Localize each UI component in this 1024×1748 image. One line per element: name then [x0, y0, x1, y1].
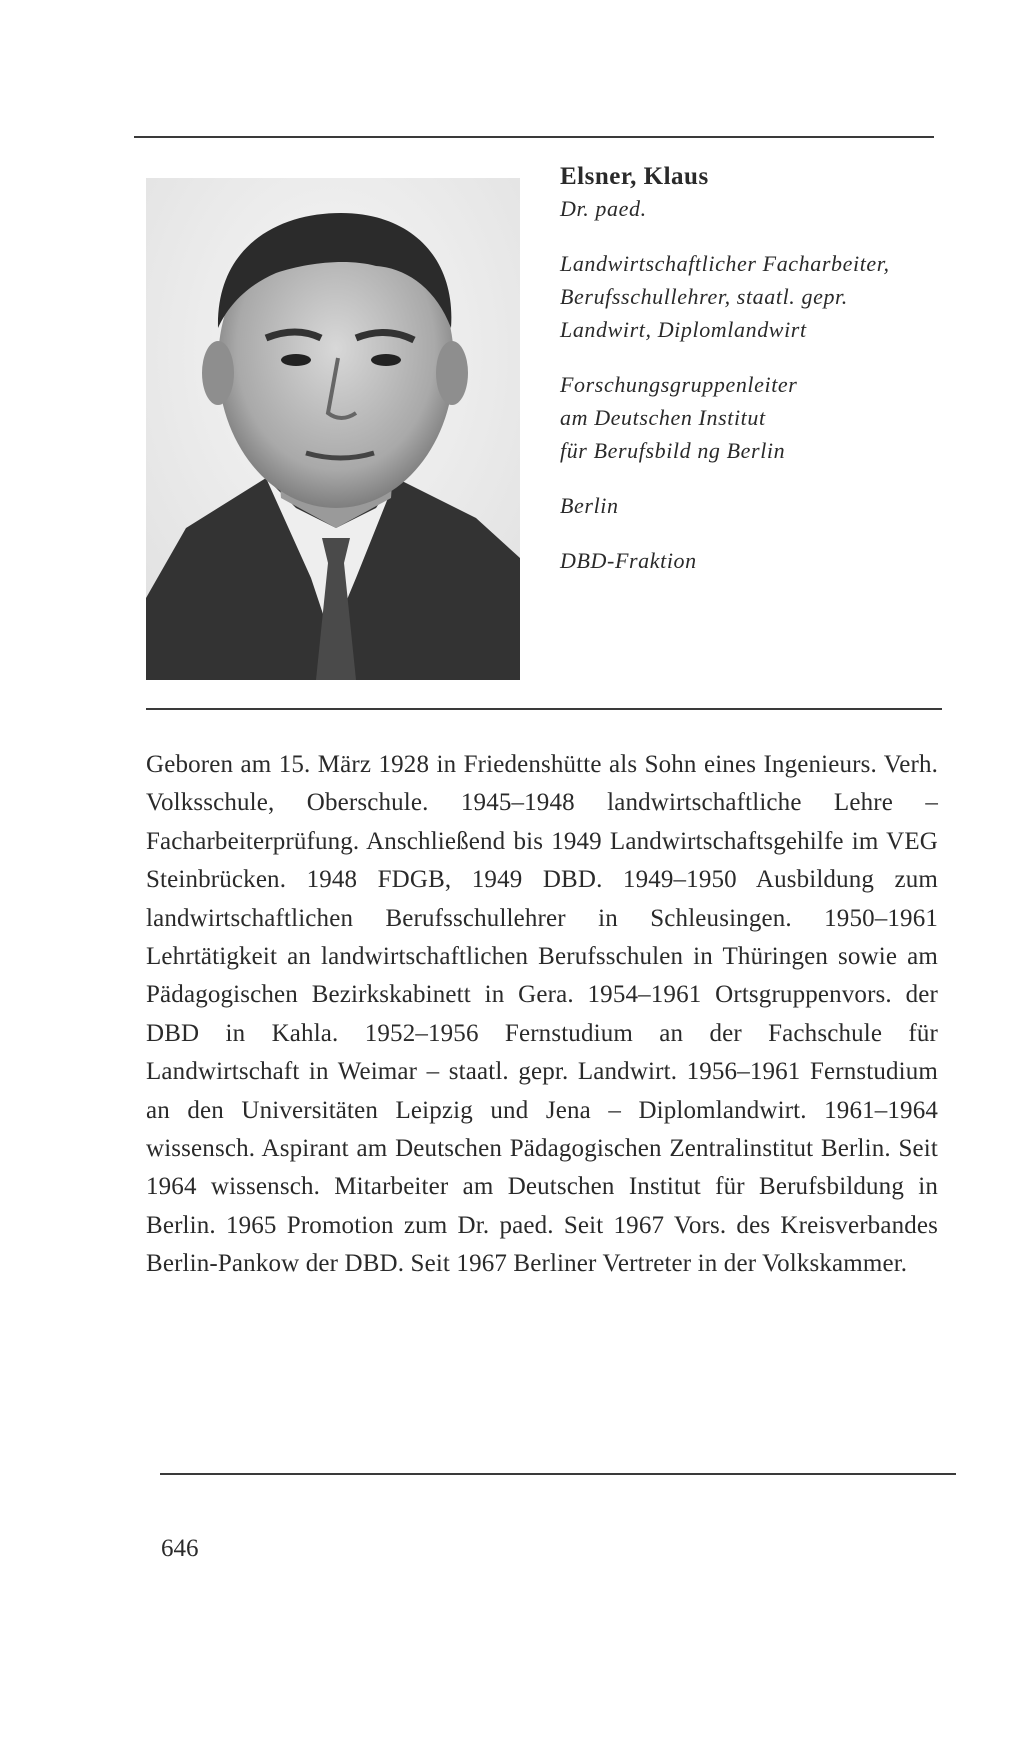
page-number: 646	[161, 1535, 199, 1562]
residence: Berlin	[560, 493, 619, 518]
academic-degree: Dr. paed.	[560, 196, 647, 221]
bottom-rule	[160, 1473, 956, 1475]
person-name: Elsner, Klaus	[560, 163, 709, 190]
portrait-image	[146, 178, 520, 680]
middle-rule	[146, 708, 942, 710]
position-line: für Berufsbild ng Berlin	[560, 438, 786, 463]
qualification-line: Landwirtschaftlicher Facharbeiter,	[560, 251, 890, 276]
position-line: am Deutschen Institut	[560, 405, 766, 430]
current-position	[560, 368, 940, 467]
qualifications	[560, 247, 940, 346]
position-line: Forschungsgruppenleiter	[560, 372, 798, 397]
portrait-photo	[146, 178, 520, 680]
qualification-line: Landwirt, Diplomlandwirt	[560, 317, 807, 342]
faction: DBD-Fraktion	[560, 548, 697, 573]
faction-group	[560, 544, 940, 577]
entry-header	[560, 162, 940, 577]
qualification-line: Berufsschullehrer, staatl. gepr.	[560, 284, 848, 309]
residence-group	[560, 489, 940, 522]
top-rule	[134, 136, 934, 138]
biography-text: Geboren am 15. März 1928 in Friedenshütte als Sohn eines Ingenieurs. Verh. Volksschule, Oberschule. 1945–1948 landwirtschaftliche Lehre – Facharbeiterprüfung. Anschließend bis 1949 Landwirtschaftsgehilfe im VEG Steinbrücken. 1948 FDGB, 1949 DBD. 1949–1950 Ausbildung zum landwirtschaftlichen Berufsschullehrer in Schleusingen. 1950–1961 Lehrtätigkeit an landwirtschaftlichen Berufsschulen in Thüringen sowie am Pädagogischen Bezirkskabinett in Gera. 1954–1961 Ortsgruppenvors. der DBD in Kahla. 1952–1956 Fernstudium an der Fachschule für Landwirtschaft in Weimar – staatl. gepr. Landwirt. 1956–1961 Fernstudium an den Universitäten Leipzig und Jena – Diplomlandwirt. 1961–1964 wissensch. Aspirant am Deutschen Pädagogischen Zentralinstitut Berlin. Seit 1964 wissensch. Mitarbeiter am Deutschen Institut für Berufsbildung in Berlin. 1965 Promotion zum Dr. paed. Seit 1967 Vors. des Kreisverbandes Berlin-Pankow der DBD. Seit 1967 Berliner Vertreter in der Volkskammer.	[146, 751, 938, 1278]
